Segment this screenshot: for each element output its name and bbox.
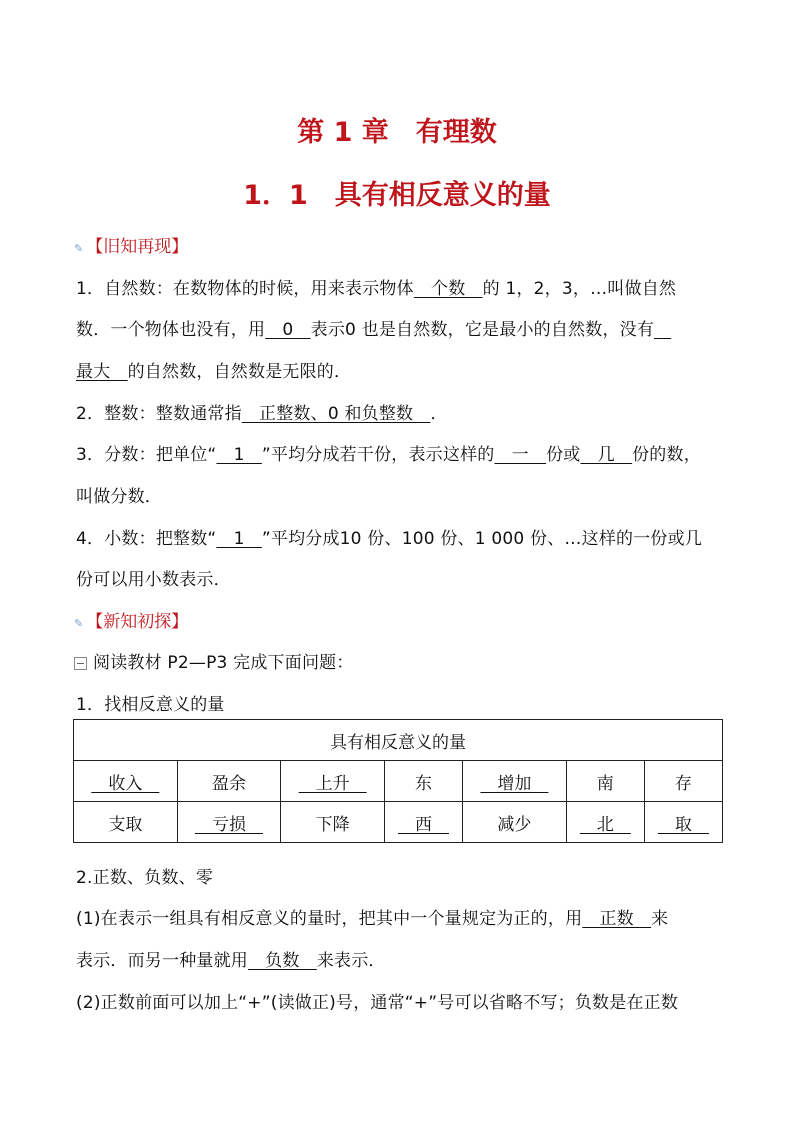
text: 3．分数：把单位“ [76, 445, 217, 465]
table-cell: 南 [596, 773, 614, 794]
table-cell: 东 [415, 773, 433, 794]
table-cell: 北 [579, 814, 631, 835]
table-header: 具有相反意义的量 [74, 720, 723, 761]
section-title: 1．1 具有相反意义的量 [243, 180, 551, 211]
answer-blank: 最大 [76, 362, 128, 382]
text: 来表示． [316, 951, 386, 971]
table-cell: 下降 [315, 814, 350, 835]
answer-blank: 0 [265, 320, 311, 340]
table-cell: 西 [398, 814, 450, 835]
text: ”平均分成若干份，表示这样的 [261, 445, 495, 465]
text: 表示0 也是自然数，它是最小的自然数，没有 [310, 320, 655, 340]
chapter-title: 第 1 章 有理数 [297, 117, 497, 148]
pencil-icon: ✎ [74, 617, 84, 630]
answer-blank: 几 [580, 445, 633, 465]
table-cell: 取 [657, 814, 709, 835]
answer-blank: 负数 [248, 951, 317, 971]
answer-blank: 正数 [582, 909, 652, 929]
table-cell: 减少 [497, 814, 532, 835]
review-line-3 [76, 357, 351, 382]
text: (1)在表示一组具有相反意义的量时，把其中一个量规定为正的，用 [76, 909, 583, 929]
read-instruction [74, 648, 354, 673]
text: 4．小数：把整数“ [76, 529, 217, 549]
paragraph-1-cont [76, 946, 386, 971]
text: 来 [651, 909, 669, 929]
table-cell: 收入 [91, 773, 160, 794]
table-cell: 上升 [298, 773, 367, 794]
answer-blank: 正整数、0 和负整数 [241, 404, 431, 424]
text: ． [430, 404, 448, 424]
answer-blank: 一 [494, 445, 547, 465]
answer-blank: 1 [216, 445, 262, 465]
pencil-icon: ✎ [74, 242, 84, 255]
answer-blank: 个数 [413, 279, 483, 299]
review-header-text: 【旧知再现】 [86, 237, 189, 257]
table-row [74, 761, 723, 802]
answer-blank [654, 320, 671, 340]
review-line-5 [76, 440, 701, 465]
text: 的自然数，自然数是无限的． [127, 362, 352, 382]
text: ”平均分成10 份、100 份、1 000 份、…这样的一份或几 [261, 529, 703, 549]
newknow-header-text: 【新知初探】 [86, 612, 189, 632]
review-line-8: 份可以用小数表示． [76, 570, 231, 590]
review-line-2 [76, 315, 671, 340]
table-cell: 增加 [480, 773, 549, 794]
table-cell: 盈余 [211, 773, 246, 794]
question-1: 1．找相反意义的量 [76, 695, 225, 715]
text: 份的数， [632, 445, 701, 465]
text: 1．自然数：在数物体的时候，用来表示物体 [76, 279, 414, 299]
answer-blank: 1 [216, 529, 262, 549]
table-row [74, 802, 723, 843]
review-line-6: 叫做分数． [76, 487, 162, 507]
book-icon [74, 657, 87, 670]
text: 数．一个物体也没有，用 [76, 320, 266, 340]
table-cell: 存 [674, 773, 692, 794]
review-line-1 [76, 274, 676, 299]
text: 表示．而另一种量就用 [76, 951, 248, 971]
table-cell: 支取 [108, 814, 143, 835]
text: 的 1，2，3，…叫做自然 [482, 279, 677, 299]
table-cell: 亏损 [194, 814, 263, 835]
question-2: 2.正数、负数、零 [76, 868, 214, 888]
review-line-4 [76, 399, 448, 424]
paragraph-2: (2)正数前面可以加上“+”(读做正)号，通常“+”号可以省略不写；负数是在正数 [76, 993, 679, 1013]
review-line-7 [76, 524, 702, 549]
text: 阅读教材 P2—P3 完成下面问题： [93, 653, 354, 673]
review-header [74, 232, 188, 257]
newknow-header [74, 607, 188, 632]
opposite-quantities-table [73, 719, 723, 843]
text: 2．整数：整数通常指 [76, 404, 242, 424]
paragraph-1 [76, 904, 668, 929]
text: 份或 [546, 445, 581, 465]
